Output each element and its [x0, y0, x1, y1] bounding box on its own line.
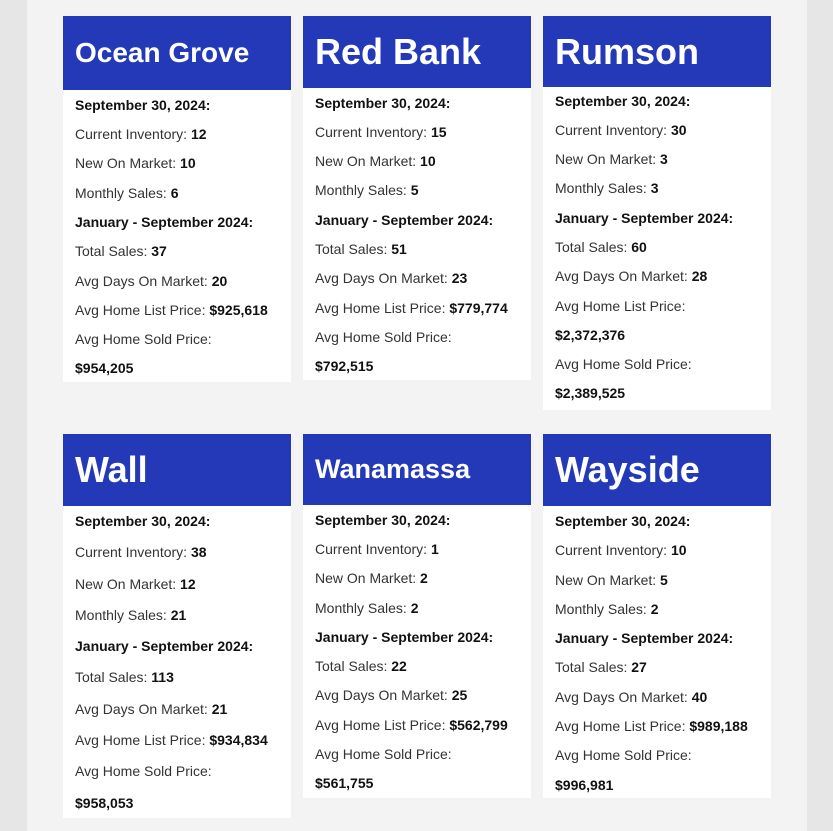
period-heading-month: September 30, 2024:	[75, 513, 211, 529]
town-card-ocean-grove	[63, 16, 291, 382]
avg-home-sold-price-label: Avg Home Sold Price:	[315, 746, 452, 762]
period-heading-month: September 30, 2024:	[555, 93, 691, 109]
period-heading-ytd: January - September 2024:	[315, 629, 494, 645]
current-inventory: Current Inventory: 1	[315, 541, 439, 557]
new-on-market: New On Market: 10	[75, 155, 196, 171]
avg-home-sold-price-label: Avg Home Sold Price:	[75, 331, 212, 347]
town-card-wayside	[543, 434, 771, 798]
avg-home-list-price: Avg Home List Price: $925,618	[75, 302, 268, 318]
avg-home-list-price: Avg Home List Price: $989,188	[555, 718, 748, 734]
period-heading-month: September 30, 2024:	[75, 97, 211, 113]
avg-home-sold-price-label: Avg Home Sold Price:	[75, 763, 212, 779]
avg-home-list-price: Avg Home List Price: $779,774	[315, 300, 508, 316]
town-title: Rumson	[543, 16, 771, 87]
town-title: Red Bank	[303, 16, 531, 88]
monthly-sales: Monthly Sales: 6	[75, 185, 179, 201]
current-inventory: Current Inventory: 38	[75, 544, 207, 560]
avg-home-list-price-label: Avg Home List Price:	[555, 298, 686, 314]
total-sales: Total Sales: 22	[315, 658, 407, 674]
period-heading-ytd: January - September 2024:	[315, 212, 494, 228]
total-sales: Total Sales: 60	[555, 239, 647, 255]
period-heading-ytd: January - September 2024:	[75, 638, 254, 654]
current-inventory: Current Inventory: 15	[315, 124, 447, 140]
new-on-market: New On Market: 5	[555, 572, 668, 588]
town-card-red-bank	[303, 16, 531, 380]
avg-days-on-market: Avg Days On Market: 21	[75, 701, 228, 717]
period-heading-month: September 30, 2024:	[315, 95, 451, 111]
town-card-wall	[63, 434, 291, 818]
town-card-wanamassa	[303, 434, 531, 798]
avg-home-sold-price-label: Avg Home Sold Price:	[555, 747, 692, 763]
avg-days-on-market: Avg Days On Market: 23	[315, 270, 468, 286]
town-card-rumson	[543, 16, 771, 410]
total-sales: Total Sales: 51	[315, 241, 407, 257]
avg-home-sold-price-value: $958,053	[75, 795, 134, 811]
avg-home-list-price: Avg Home List Price: $934,834	[75, 732, 268, 748]
total-sales: Total Sales: 27	[555, 659, 647, 675]
town-title: Wayside	[543, 434, 771, 506]
new-on-market: New On Market: 10	[315, 153, 436, 169]
avg-days-on-market: Avg Days On Market: 28	[555, 268, 708, 284]
avg-home-sold-price-value: $561,755	[315, 775, 374, 791]
avg-home-sold-price-label: Avg Home Sold Price:	[555, 356, 692, 372]
avg-days-on-market: Avg Days On Market: 40	[555, 689, 708, 705]
current-inventory: Current Inventory: 12	[75, 126, 207, 142]
avg-home-sold-price-value: $2,389,525	[555, 385, 626, 401]
avg-home-list-price: Avg Home List Price: $562,799	[315, 717, 508, 733]
period-heading-month: September 30, 2024:	[555, 513, 691, 529]
avg-home-list-price-value: $2,372,376	[555, 327, 626, 343]
monthly-sales: Monthly Sales: 2	[315, 600, 419, 616]
new-on-market: New On Market: 2	[315, 570, 428, 586]
current-inventory: Current Inventory: 10	[555, 542, 687, 558]
monthly-sales: Monthly Sales: 5	[315, 182, 419, 198]
period-heading-ytd: January - September 2024:	[555, 210, 734, 226]
period-heading-month: September 30, 2024:	[315, 512, 451, 528]
avg-days-on-market: Avg Days On Market: 25	[315, 687, 468, 703]
monthly-sales: Monthly Sales: 2	[555, 601, 659, 617]
avg-home-sold-price-value: $954,205	[75, 360, 134, 376]
town-title: Wall	[63, 434, 291, 506]
monthly-sales: Monthly Sales: 21	[75, 607, 187, 623]
avg-home-sold-price-value: $792,515	[315, 358, 374, 374]
avg-days-on-market: Avg Days On Market: 20	[75, 273, 228, 289]
current-inventory: Current Inventory: 30	[555, 122, 687, 138]
town-title: Wanamassa	[303, 434, 531, 505]
new-on-market: New On Market: 3	[555, 151, 668, 167]
period-heading-ytd: January - September 2024:	[555, 630, 734, 646]
new-on-market: New On Market: 12	[75, 576, 196, 592]
avg-home-sold-price-label: Avg Home Sold Price:	[315, 329, 452, 345]
total-sales: Total Sales: 113	[75, 669, 174, 685]
town-title: Ocean Grove	[63, 16, 291, 90]
period-heading-ytd: January - September 2024:	[75, 214, 254, 230]
monthly-sales: Monthly Sales: 3	[555, 180, 659, 196]
avg-home-sold-price-value: $996,981	[555, 777, 614, 793]
total-sales: Total Sales: 37	[75, 243, 167, 259]
